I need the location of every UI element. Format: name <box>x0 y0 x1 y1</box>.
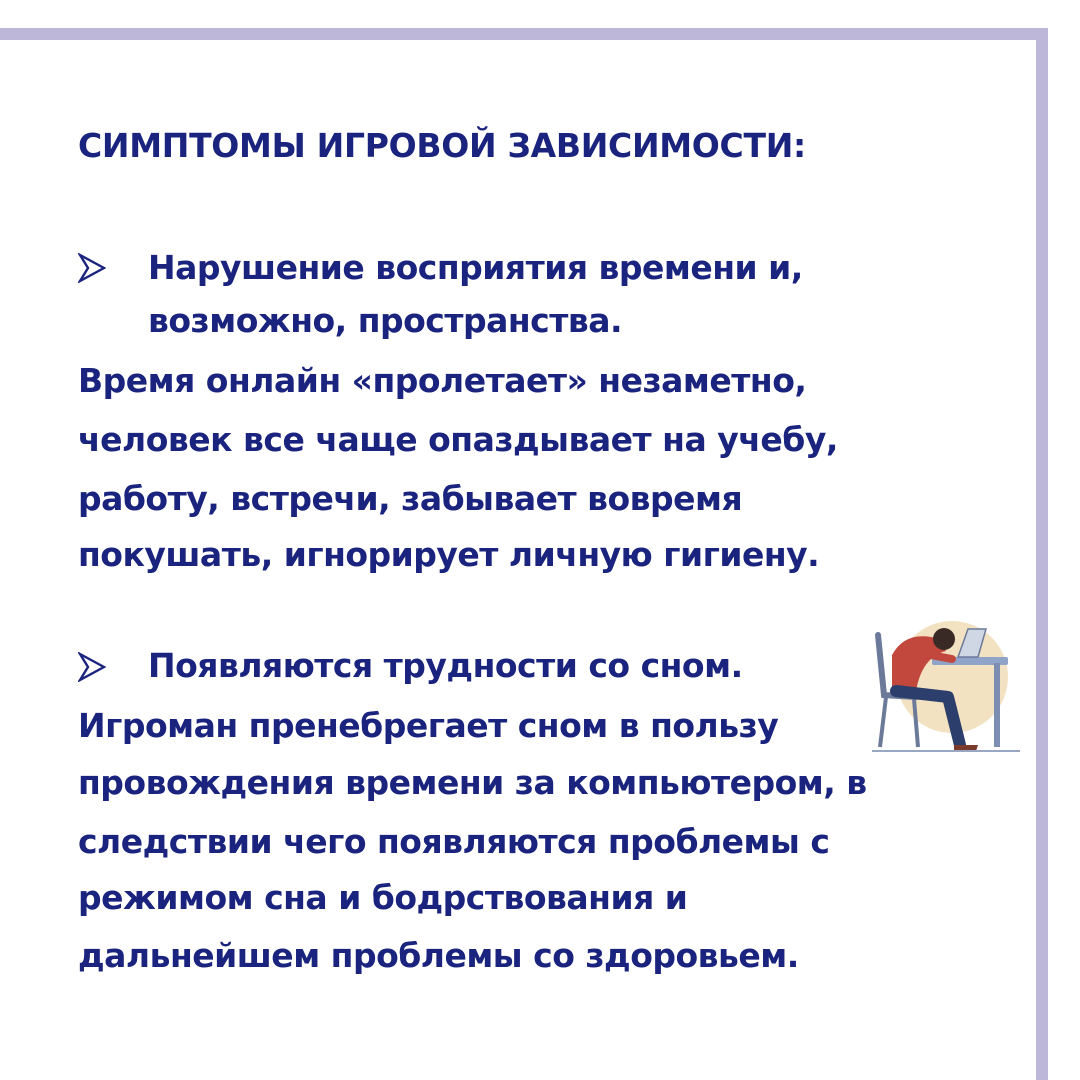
arrowhead-bullet-icon <box>78 652 106 682</box>
section1-bullet-line-2: возможно, пространства. <box>148 301 623 340</box>
arrowhead-bullet-icon <box>78 253 106 283</box>
page-title: СИМПТОМЫ ИГРОВОЙ ЗАВИСИМОСТИ: <box>78 126 806 165</box>
section2-body-line-2: провождения времени за компьютером, в <box>78 763 867 802</box>
section1-body-line-4: покушать, игнорирует личную гигиену. <box>78 535 820 574</box>
section1-body-line-1: Время онлайн «пролетает» незаметно, <box>78 361 807 400</box>
section2-body-line-1: Игроман пренебрегает сном в пользу <box>78 706 779 745</box>
section2-body-line-3: следствии чего появляются проблемы с <box>78 822 830 861</box>
section2-body-line-5: дальнейшем проблемы со здоровьем. <box>78 936 799 975</box>
section2-bullet-line-1: Появляются трудности со сном. <box>148 646 743 685</box>
section2-body-line-4: режимом сна и бодрствования и <box>78 878 688 917</box>
section1-body-line-2: человек все чаще опаздывает на учебу, <box>78 420 838 459</box>
tired-gamer-at-desk-illustration <box>860 605 1030 755</box>
section1-body-line-3: работу, встречи, забывает вовремя <box>78 479 743 518</box>
section1-bullet-line-1: Нарушение восприятия времени и, <box>148 248 803 287</box>
